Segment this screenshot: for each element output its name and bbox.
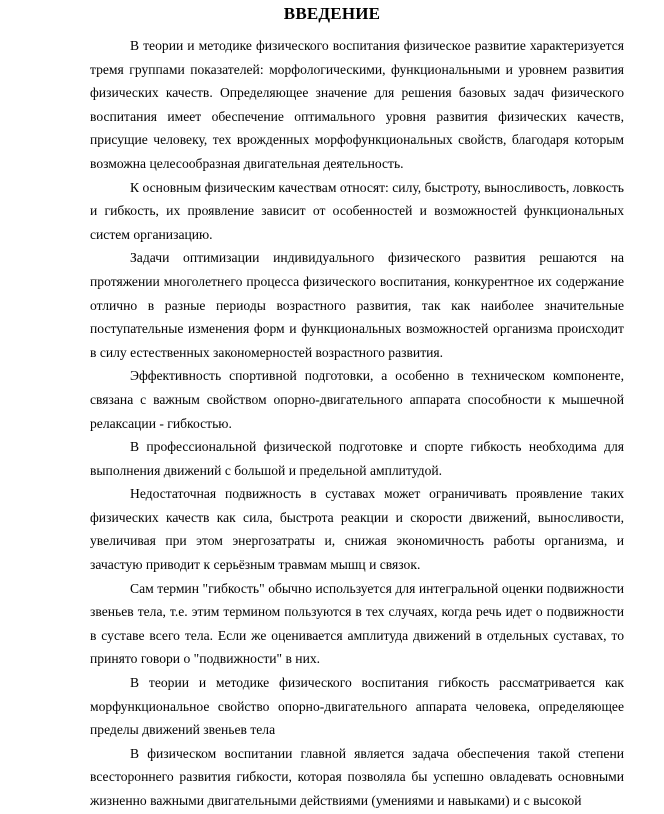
page-title: ВВЕДЕНИЕ: [283, 4, 381, 23]
paragraph: В теории и методике физического воспитания гибкость рассматривается как морфункциональное свойство опорно-двигательного аппарата человека, определяющее пределы движений звеньев тела: [90, 675, 624, 738]
paragraph: Недостаточная подвижность в суставах может ограничивать проявление таких физических качеств как сила, быстрота реакции и скорости движений, выносливости, увеличивая при этом энергозатраты и, снижая экономичность работы организма, и зачастую приводит к серьёзным травмам мышц и связок.: [90, 486, 624, 573]
paragraph: Задачи оптимизации индивидуального физического развития решаются на протяжении многолетнего процесса физического воспитания, конкурентное их содержание отлично в разные периоды возрастного развития, так как наиболее значительные поступательные изменения форм и функциональных возможностей организма происходит в силу естественных закономерностей возрастного развития.: [90, 250, 624, 360]
document-body: [90, 34, 624, 813]
paragraph: В профессиональной физической подготовке и спорте гибкость необходима для выполнения движений с большой и предельной амплитудой.: [90, 439, 624, 478]
paragraph: В теории и методике физического воспитания физическое развитие характеризуется тремя группами показателей: морфологическими, функциональными и уровнем развития физических качеств. Определяющее значение для решения базовых задач физического воспитания имеет обеспечение оптимального уровня развития физических качеств, присущие человеку, тех врожденных морфофункциональных свойств, благодаря которым возможна целесообразная двигательная деятельность.: [90, 38, 624, 171]
paragraph: К основным физическим качествам относят: силу, быстроту, выносливость, ловкость и гибкость, их проявление зависит от особенностей и возможностей функциональных систем организацию.: [90, 179, 624, 242]
paragraph: Сам термин "гибкость" обычно используется для интегральной оценки подвижности звеньев тела, т.е. этим термином пользуются в тех случаях, когда речь идет о подвижности в суставе всего тела. Если же оценивается амплитуда движений в отдельных суставах, то принято говори о "подвижности" в них.: [90, 580, 624, 667]
paragraph: В физическом воспитании главной является задача обеспечения такой степени всестороннего развития гибкости, которая позволяла бы успешно овладевать основными жизненно важными двигательными действиями (умениями и навыками) и с высокой: [90, 745, 624, 808]
paragraph: Эффективность спортивной подготовки, а особенно в техническом компоненте, связана с важным свойством опорно-двигательного аппарата способности к мышечной релаксации - гибкостью.: [90, 368, 624, 431]
